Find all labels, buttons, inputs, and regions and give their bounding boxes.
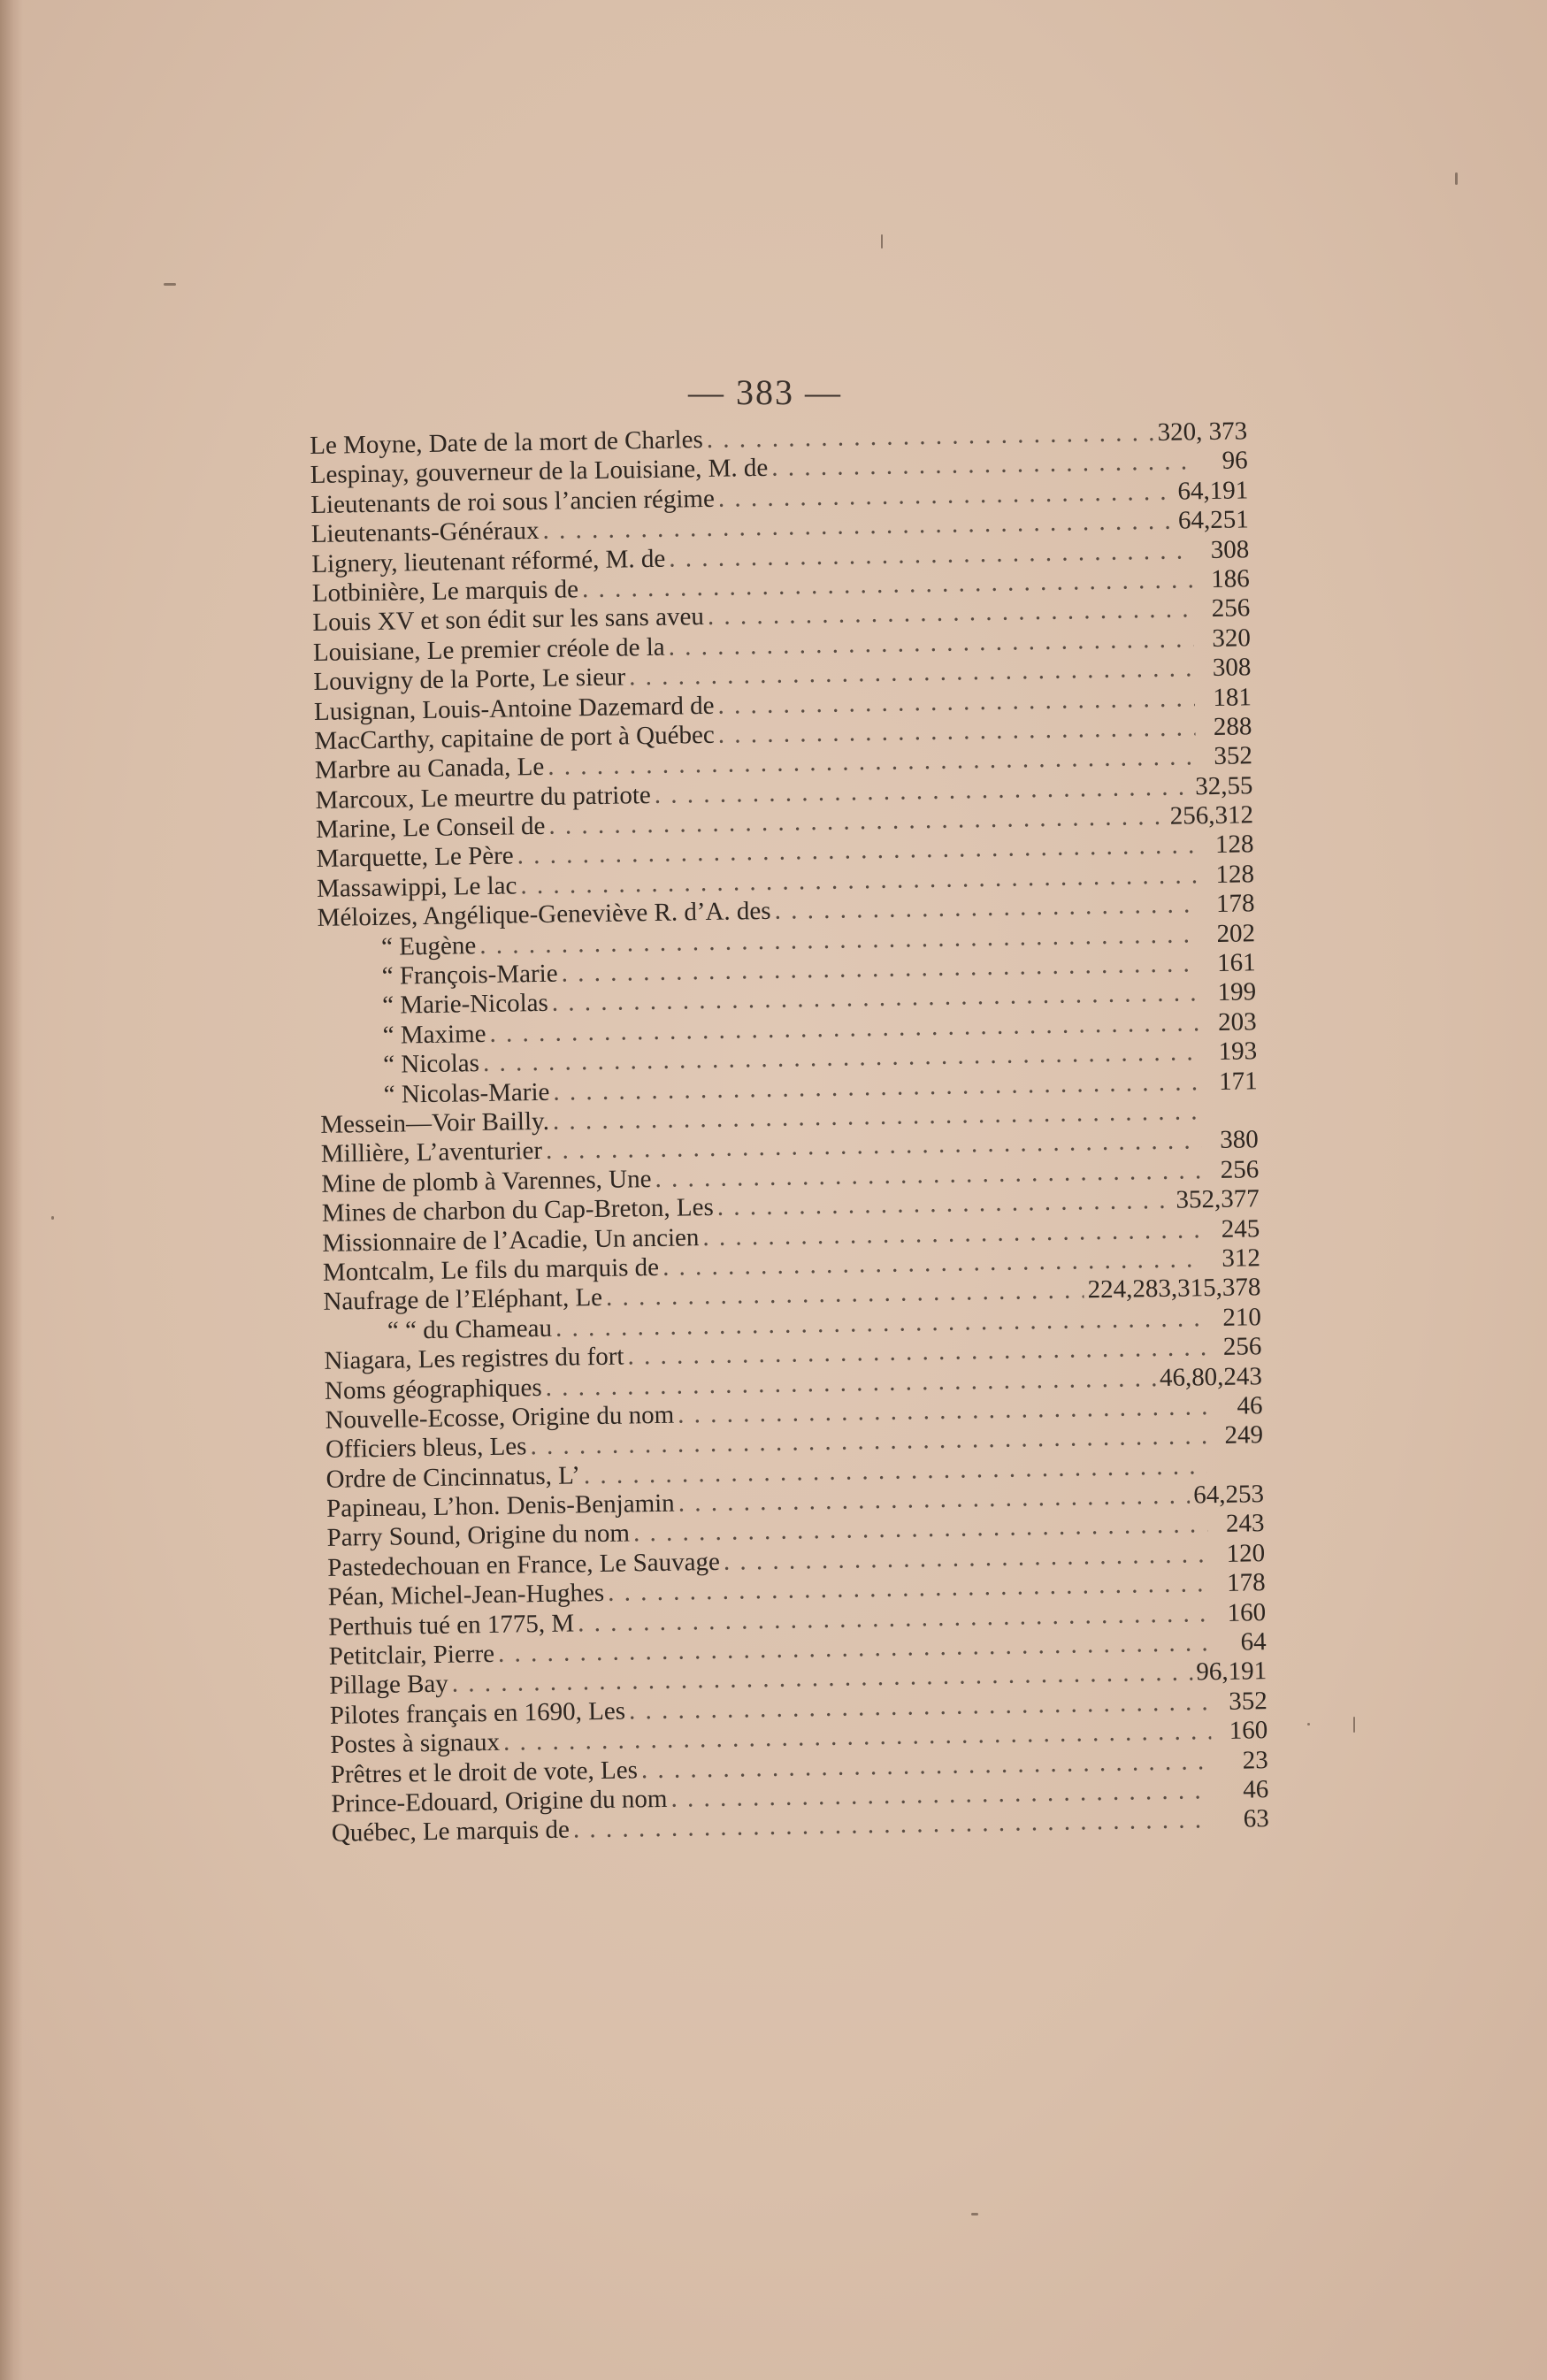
- index-entry-text: Prince-Edouard, Origine du nom: [331, 1784, 668, 1818]
- index-entry-text: “ Maxime: [382, 1019, 486, 1050]
- index-entry-pages: 96,191: [1196, 1657, 1267, 1687]
- index-entry-pages: 380: [1219, 1125, 1259, 1155]
- index-entry-text: Marcoux, Le meurtre du patriote: [315, 780, 652, 815]
- index-entry-text: “ “ du Chameau: [387, 1313, 553, 1345]
- index-entry-text: Messein—Voir Bailly.: [320, 1106, 550, 1139]
- index-entry-text: Péan, Michel-Jean-Hughes: [327, 1579, 605, 1612]
- paper-speck: [51, 1216, 54, 1220]
- index-entry-pages: 308: [1212, 653, 1252, 683]
- index-entry-pages: 256: [1211, 593, 1251, 624]
- index-entry-text: Montcalm, Le fils du marquis de: [322, 1252, 660, 1287]
- index-entry-text: Petitclair, Pierre: [328, 1639, 495, 1671]
- index-entry-pages: 243: [1225, 1509, 1265, 1539]
- index-entry-pages: 249: [1224, 1420, 1264, 1450]
- index-entry-text: “ Nicolas: [383, 1049, 480, 1079]
- index-entry-pages: 64: [1240, 1627, 1267, 1657]
- index-entry-text: Ordre de Cincinnatus, L’: [325, 1461, 581, 1494]
- index-entry-text: Marbre au Canada, Le: [314, 753, 545, 785]
- index-entry-pages: 210: [1222, 1302, 1262, 1332]
- index-entry-pages: 224,283,315,378: [1087, 1273, 1261, 1305]
- index-entry-pages: 64,251: [1177, 505, 1249, 535]
- index-entry-text: MacCarthy, capitaine de port à Québec: [314, 720, 715, 755]
- paper-speck: [881, 234, 883, 249]
- index-entry-pages: 178: [1215, 889, 1255, 919]
- index-entry-text: Marine, Le Conseil de: [315, 811, 546, 845]
- index-entry-pages: 64,191: [1177, 476, 1249, 506]
- index-entry-pages: 256: [1222, 1332, 1262, 1362]
- index-entry-pages: 193: [1218, 1037, 1258, 1067]
- index-entry-pages: 308: [1210, 534, 1250, 564]
- index-entry-pages: 352: [1228, 1686, 1267, 1716]
- index-entry-text: Pillage Bay: [329, 1670, 449, 1701]
- index-entry-pages: 256,312: [1169, 800, 1254, 830]
- paper-speck: [1353, 1717, 1355, 1733]
- index-entry-pages: 23: [1242, 1745, 1268, 1775]
- paper-speck: [164, 283, 176, 286]
- index-entry-text: Mines de charbon du Cap-Breton, Les: [321, 1193, 715, 1228]
- index-entry-text: Prêtres et le droit de vote, Les: [330, 1755, 639, 1789]
- index-entry-pages: 245: [1221, 1213, 1260, 1244]
- paper-speck: [971, 2213, 978, 2215]
- index-entry-text: Nouvelle-Ecosse, Origine du nom: [325, 1400, 675, 1435]
- index-entry-pages: 63: [1243, 1804, 1270, 1833]
- index-entry-text: “ Marie-Nicolas: [381, 989, 549, 1021]
- index-entry-pages: 64,253: [1193, 1480, 1265, 1510]
- index-entry-pages: 352,377: [1176, 1184, 1260, 1214]
- index-entry-text: Officiers bleus, Les: [325, 1432, 527, 1465]
- page-number: — 383 —: [688, 372, 842, 412]
- paper-speck: [1455, 172, 1458, 185]
- index-entry-pages: 160: [1227, 1597, 1267, 1627]
- index-entry-text: Marquette, Le Père: [316, 841, 514, 874]
- index-entry-pages: 46,80,243: [1159, 1361, 1263, 1392]
- index-entry-text: Louis XV et son édit sur les sans aveu: [312, 602, 705, 638]
- index-entry-pages: 320: [1212, 624, 1252, 653]
- index-entry-text: Québec, Le marquis de: [331, 1815, 571, 1848]
- index-entry-pages: 96: [1222, 446, 1248, 476]
- index-entry-pages: 46: [1242, 1775, 1269, 1804]
- index-entry-text: Lieutenants de roi sous l’ancien régime: [310, 484, 716, 519]
- index-entry-text: Pastedechouan en France, Le Sauvage: [326, 1547, 721, 1582]
- index-entry-pages: 171: [1218, 1066, 1258, 1096]
- index-entry-text: Lespinay, gouverneur de la Louisiane, M. de: [310, 454, 769, 490]
- index-entry-pages: 186: [1210, 564, 1250, 593]
- index-entry-text: Louvigny de la Porte, Le sieur: [313, 662, 626, 697]
- index-entry-text: Mine de plomb à Varennes, Une: [321, 1164, 652, 1198]
- index-entry-pages: 46: [1237, 1391, 1263, 1420]
- index-entry-text: Louisiane, Le premier créole de la: [312, 632, 665, 667]
- index-entry-pages: 256: [1220, 1155, 1260, 1184]
- index-entry-pages: 181: [1213, 682, 1252, 712]
- index-entry-text: Lusignan, Louis-Antoine Dazemard de: [313, 691, 715, 726]
- paper-speck: [1307, 1723, 1310, 1726]
- index-entry-text: Lotbinière, Le marquis de: [311, 575, 579, 608]
- index-entry-pages: 320, 373: [1157, 417, 1248, 447]
- index-entry-text: Missionnaire de l’Acadie, Un ancien: [322, 1222, 700, 1258]
- index-entry-text: Lignery, lieutenant réformé, M. de: [311, 544, 666, 578]
- index-entry-text: Parry Sound, Origine du nom: [326, 1519, 631, 1553]
- index-entry-pages: 288: [1213, 712, 1252, 741]
- index-entry-pages: 199: [1217, 977, 1257, 1007]
- index-entry-text: Lieutenants-Généraux: [310, 517, 540, 549]
- index-entry-text: Pilotes français en 1690, Les: [329, 1696, 626, 1730]
- index-entry-pages: [1205, 1118, 1258, 1119]
- index-entry-pages: 312: [1222, 1244, 1261, 1273]
- index-entry-pages: 178: [1226, 1568, 1266, 1598]
- index-entry-pages: 32,55: [1194, 770, 1253, 801]
- index-entry-text: Millière, L’aventurier: [320, 1136, 543, 1169]
- index-entry-text: “ Eugène: [380, 930, 477, 961]
- index-entry-pages: 352: [1214, 741, 1253, 771]
- index-entry-text: “ François-Marie: [381, 959, 558, 991]
- index-entry-text: Papineau, L’hon. Denis-Benjamin: [325, 1488, 675, 1523]
- index-entry-text: Massawippi, Le lac: [316, 871, 517, 903]
- index-list: [310, 417, 1269, 1848]
- index-entry-text: Le Moyne, Date de la mort de Charles: [310, 425, 703, 460]
- index-entry-text: “ Nicolas-Marie: [383, 1077, 550, 1109]
- index-entry-pages: 120: [1226, 1539, 1266, 1568]
- index-entry-pages: 160: [1229, 1716, 1268, 1746]
- index-entry-text: Perthuis tué en 1775, M: [327, 1609, 575, 1642]
- index-entry-text: Naufrage de l’Eléphant, Le: [323, 1283, 603, 1317]
- index-entry-text: Méloizes, Angélique-Geneviève R. d’A. des: [317, 897, 771, 933]
- index-entry-pages: 128: [1215, 860, 1255, 889]
- index-entry-pages: 128: [1214, 830, 1254, 860]
- index-entry-text: Postes à signaux: [330, 1727, 501, 1760]
- index-entry-pages: 161: [1216, 948, 1256, 977]
- index-entry-text: Niagara, Les registres du fort: [324, 1342, 624, 1375]
- index-entry-pages: 202: [1216, 918, 1256, 948]
- page-binding-edge: [0, 0, 23, 2380]
- index-entry-pages: 203: [1217, 1007, 1257, 1037]
- index-entry-text: Noms géographiques: [324, 1373, 542, 1405]
